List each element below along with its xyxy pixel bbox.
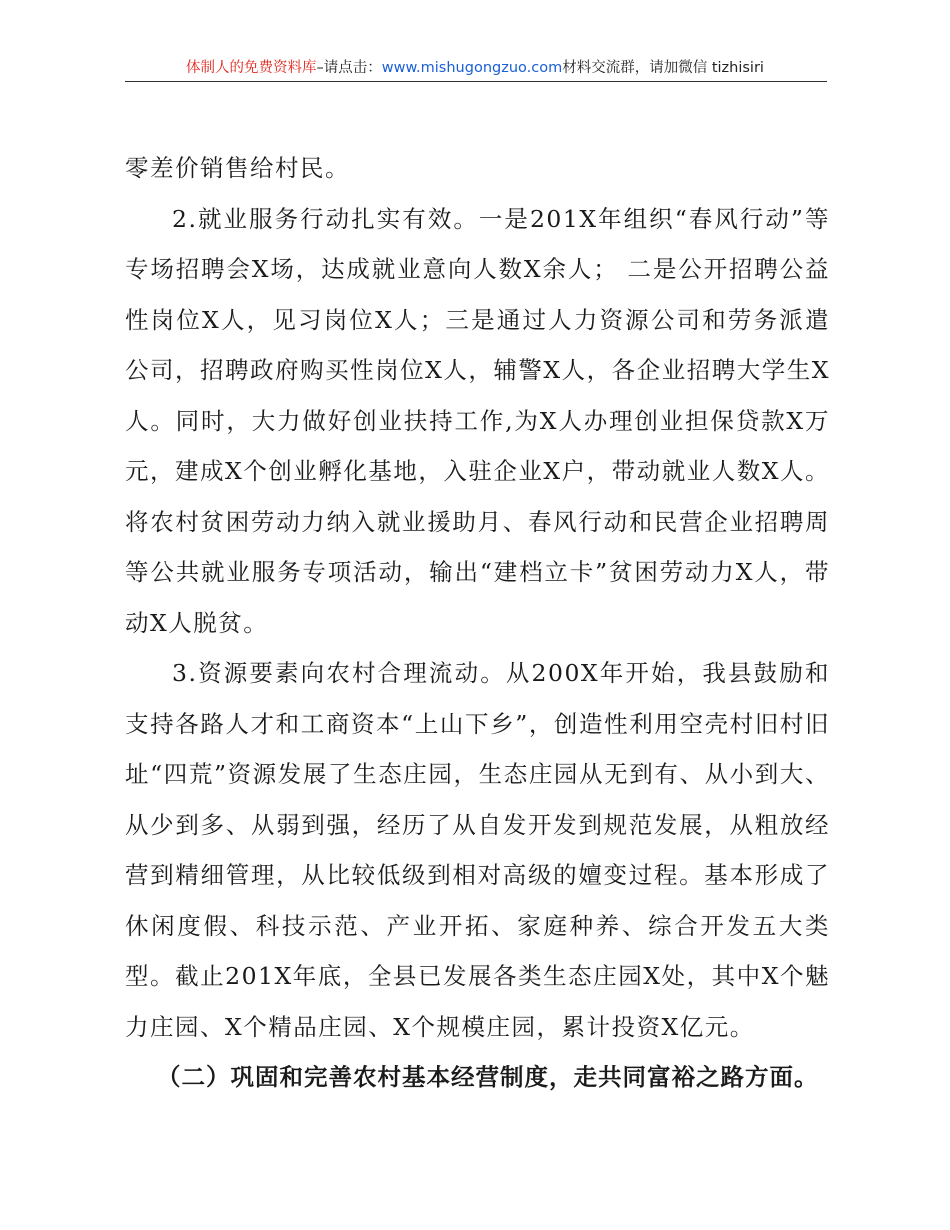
paragraph-employment-service: 2.就业服务行动扎实有效。一是201X年组织“春风行动”等专场招聘会X场，达成就业意向人数X余人； 二是公开招聘公益性岗位X人，见习岗位X人；三是通过人力资源公司和劳务派遣公司，招聘政府购买性岗位X人，辅警X人，各企业招聘大学生X人。同时，大力做好创业扶持工作,为X人办理创业担保贷款X万元，建成X个创业孵化基地，入驻企业X户，带动就业人数X人。将农村贫困劳动力纳入就业援助月、春风行动和民营企业招聘周等公共就业服务专项活动，输出“建档立卡”贫困劳动力X人，带动X人脱贫。 xyxy=(125,204,830,637)
header-prompt: –请点击： xyxy=(316,60,382,76)
document-body xyxy=(125,143,830,1103)
section-heading: （二）巩固和完善农村基本经营制度，走共同富裕之路方面。 xyxy=(157,1063,819,1091)
paragraph-resource-flow: 3.资源要素向农村合理流动。从200X年开始，我县鼓励和支持各路人才和工商资本“上山下乡”，创造性利用空壳村旧村旧址“四荒”资源发展了生态庄园，生态庄园从无到有、从小到大、从少到多、从弱到强，经历了从自发开发到规范发展，从粗放经营到精细管理，从比较低级到相对高级的嬗变过程。基本形成了休闲度假、科技示范、产业开拓、家庭种养、综合开发五大类型。截止201X年底，全县已发展各类生态庄园X处，其中X个魅力庄园、X个精品庄园、X个规模庄园，累计投资X亿元。 xyxy=(125,659,830,1041)
paragraph-continuation: 零差价销售给村民。 xyxy=(125,154,350,182)
header-brand: 体制人的免费资料库 xyxy=(186,60,317,76)
header-divider xyxy=(125,81,827,82)
header-link[interactable]: www.mishugongzuo.com xyxy=(381,60,563,76)
header-tail: 材料交流群，请加微信 tizhisiri xyxy=(562,60,764,76)
page-header xyxy=(125,58,825,78)
